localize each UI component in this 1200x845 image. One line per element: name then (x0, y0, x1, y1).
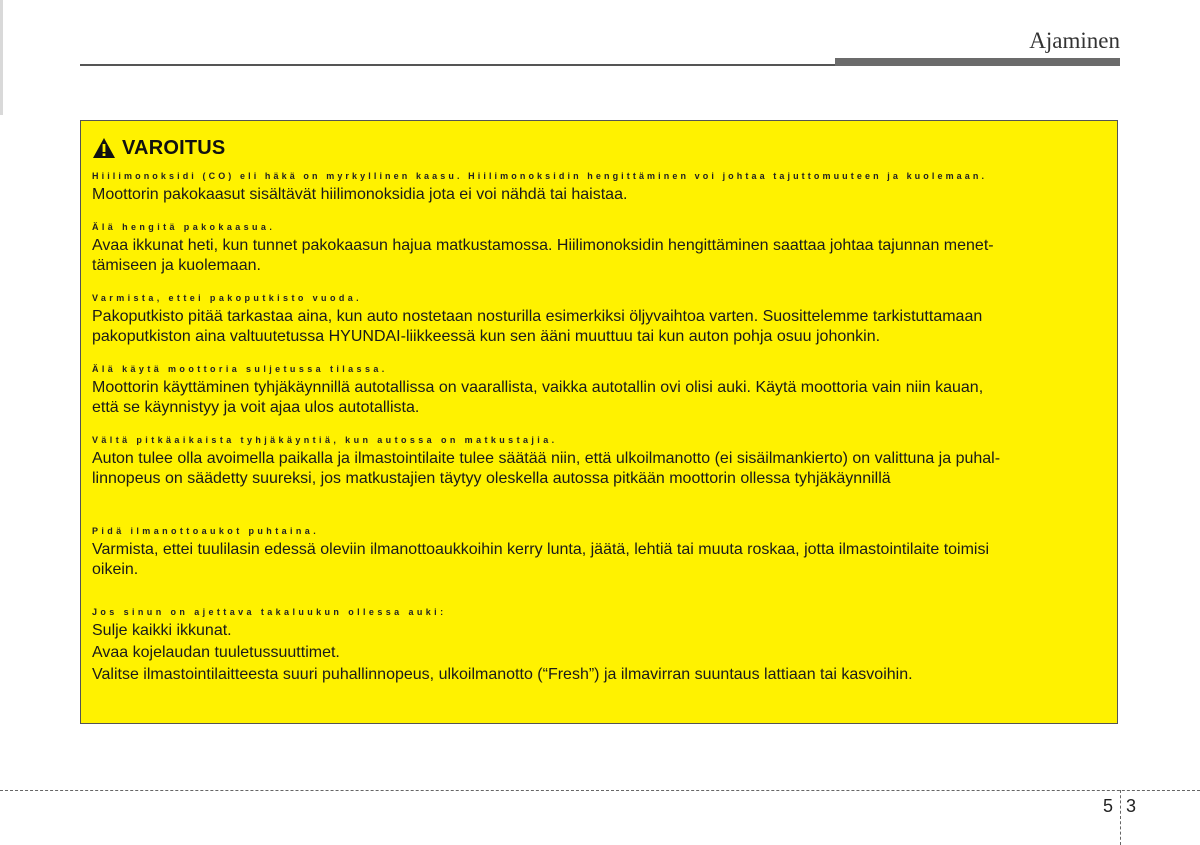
block-text: Moottorin pakokaasut sisältävät hiilimonoksidia jota ei voi nähdä tai haistaa. (92, 186, 628, 203)
block-heading: Hiilimonoksidi (CO) eli häkä on myrkyllinen kaasu. Hiilimonoksidin hengittäminen voi johtaa tajuttomuuteen ja kuolemaan. (92, 171, 988, 181)
block-heading: Pidä ilmanottoaukot puhtaina. (92, 526, 320, 536)
warning-block-pipes (92, 292, 1107, 347)
block-text: tämiseen ja kuolemaan. (92, 257, 261, 274)
block-text: Moottorin käyttäminen tyhjäkäynnillä autotallissa on vaarallista, vaikka autotallin ovi olisi auki. Käytä moottoria vain niin kauan, (92, 379, 984, 396)
warning-box (80, 120, 1118, 724)
block-heading: Älä hengitä pakokaasua. (92, 222, 276, 232)
block-text: että se käynnistyy ja voit ajaa ulos autotallista. (92, 399, 420, 416)
block-text: Auton tulee olla avoimella paikalla ja ilmastointilaite tulee säätää niin, että ulkoilmanotto (ei sisäilmankierto) on valittuna ja puhal- (92, 450, 1001, 467)
page-number-separator (1120, 790, 1121, 845)
block-text: Avaa ikkunat heti, kun tunnet pakokaasun hajua matkustamossa. Hiilimonoksidin hengittäminen saattaa johtaa tajunnan menet- (92, 237, 994, 254)
block-text: Pakoputkisto pitää tarkastaa aina, kun auto nostetaan nosturilla esimerkiksi öljyvaihtoa varten. Suosittelemme tarkistuttamaan (92, 308, 983, 325)
header-rule-accent (835, 58, 1120, 66)
block-text: Sulje kaikki ikkunat. (92, 622, 232, 639)
warning-triangle-icon (92, 137, 116, 159)
warning-block-garage (92, 363, 1107, 418)
block-heading: Vältä pitkäaikaista tyhjäkäyntiä, kun autossa on matkustajia. (92, 435, 558, 445)
warning-block-exhaust (92, 221, 1107, 276)
footer-dashed-line (0, 790, 1200, 791)
warning-block-idling (92, 434, 1107, 489)
section-title: Ajaminen (1029, 28, 1120, 53)
warning-block-air-intake (92, 525, 1107, 580)
page-edge-mark (0, 0, 3, 115)
block-text: Avaa kojelaudan tuuletussuuttimet. (92, 644, 340, 661)
block-heading: Älä käytä moottoria suljetussa tilassa. (92, 364, 388, 374)
page-number: 3 (1126, 796, 1137, 816)
warning-block-tailgate (92, 606, 1107, 685)
header-rule (80, 64, 835, 66)
chapter-number: 5 (1103, 796, 1114, 816)
warning-title: VAROITUS (122, 136, 226, 159)
block-heading: Jos sinun on ajettava takaluukun ollessa auki: (92, 607, 447, 617)
block-text: pakoputkiston aina valtuutetussa HYUNDAI-liikkeessä kun sen ääni muuttuu tai kun auton pohja osuu johonkin. (92, 328, 881, 345)
block-text: oikein. (92, 561, 139, 578)
block-text: linnopeus on säädetty suureksi, jos matkustajien täytyy oleskella autossa pitkään moottorin ollessa tyhjäkäynnillä (92, 470, 891, 487)
block-heading: Varmista, ettei pakoputkisto vuoda. (92, 293, 363, 303)
warning-block-co (92, 170, 1107, 205)
warning-header (92, 133, 1107, 163)
block-text: Varmista, ettei tuulilasin edessä oleviin ilmanottoaukkoihin kerry lunta, jäätä, lehtiä tai muuta roskaa, jotta ilmastointilaite toimisi (92, 541, 990, 558)
block-text: Valitse ilmastointilaitteesta suuri puhallinnopeus, ulkoilmanotto (“Fresh”) ja ilmavirran suuntaus lattiaan tai kasvoihin. (92, 666, 913, 683)
